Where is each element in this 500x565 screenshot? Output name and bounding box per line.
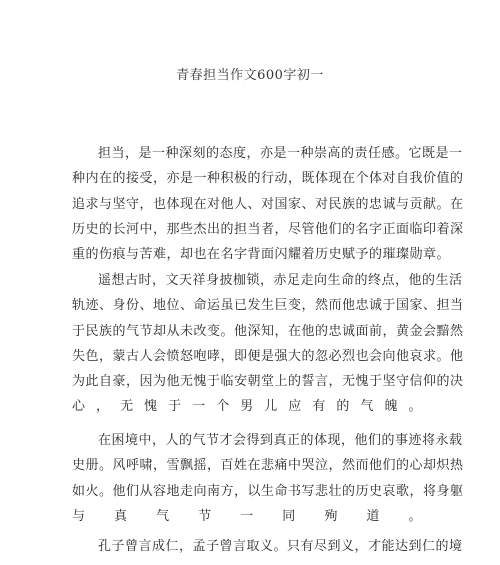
paragraph-1 [72,141,464,267]
paragraph-line: 重的伤痕与苦难，却也在名字背面闪耀着历史赋予的璀璨勋章。 [72,247,451,263]
paragraph-line: 担当，是一种深刻的态度，亦是一种崇高的责任感。它既是一 [98,146,463,161]
paragraph-line: 失色，蒙古人会愤怒咆哮，即便是强大的忽必烈也会向他哀求。他 [72,348,464,364]
paragraph-line: 轨迹、身份、地位、命运虽已发生巨变，然而他忠诚于国家、担当 [72,298,464,314]
paragraph-line: 历史的长河中，那些杰出的担当者，尽管他们的名字正面临印着深 [72,221,464,237]
paragraph-line: 于民族的气节却从未改变。他深知，在他的忠诚面前，黄金会黯然 [72,323,464,339]
paragraph-line: 如火。他们从容地走向南方，以生命书写悲壮的历史哀歌，将身躯 [72,483,464,499]
paragraph-line: 遥想古时，文天祥身披枷锁，赤足走向生命的终点，他的生活 [98,273,463,288]
paragraph-line: 孔子曾言成仁，孟子曾言取义。只有尽到义，才能达到仁的境 [98,539,463,554]
paragraph-2 [72,268,464,420]
paragraph-4 [72,534,463,559]
paragraph-line: 心，无愧于一个男儿应有的气魄。 [72,399,422,415]
paragraph-line: 史册。风呼啸，雪飘摇，百姓在悲痛中哭泣，然而他们的心却炽热 [72,458,464,474]
document-title: 青春担当作文600字初一 [176,68,324,83]
paragraph-line: 在困境中，人的气节才会得到真正的体现，他们的事迹将永载 [98,433,463,448]
paragraph-line: 种内在的接受，亦是一种积极的行动，既体现在个体对自我价值的 [72,171,464,187]
paragraph-3 [72,428,464,529]
paragraph-line: 为此自豪，因为他无愧于临安朝堂上的誓言，无愧于坚守信仰的决 [72,374,464,390]
paragraph-line: 与真气节一同殉道。 [72,508,422,524]
paragraph-line: 追求与坚守，也体现在对他人、对国家、对民族的忠诚与贡献。在 [72,196,464,212]
